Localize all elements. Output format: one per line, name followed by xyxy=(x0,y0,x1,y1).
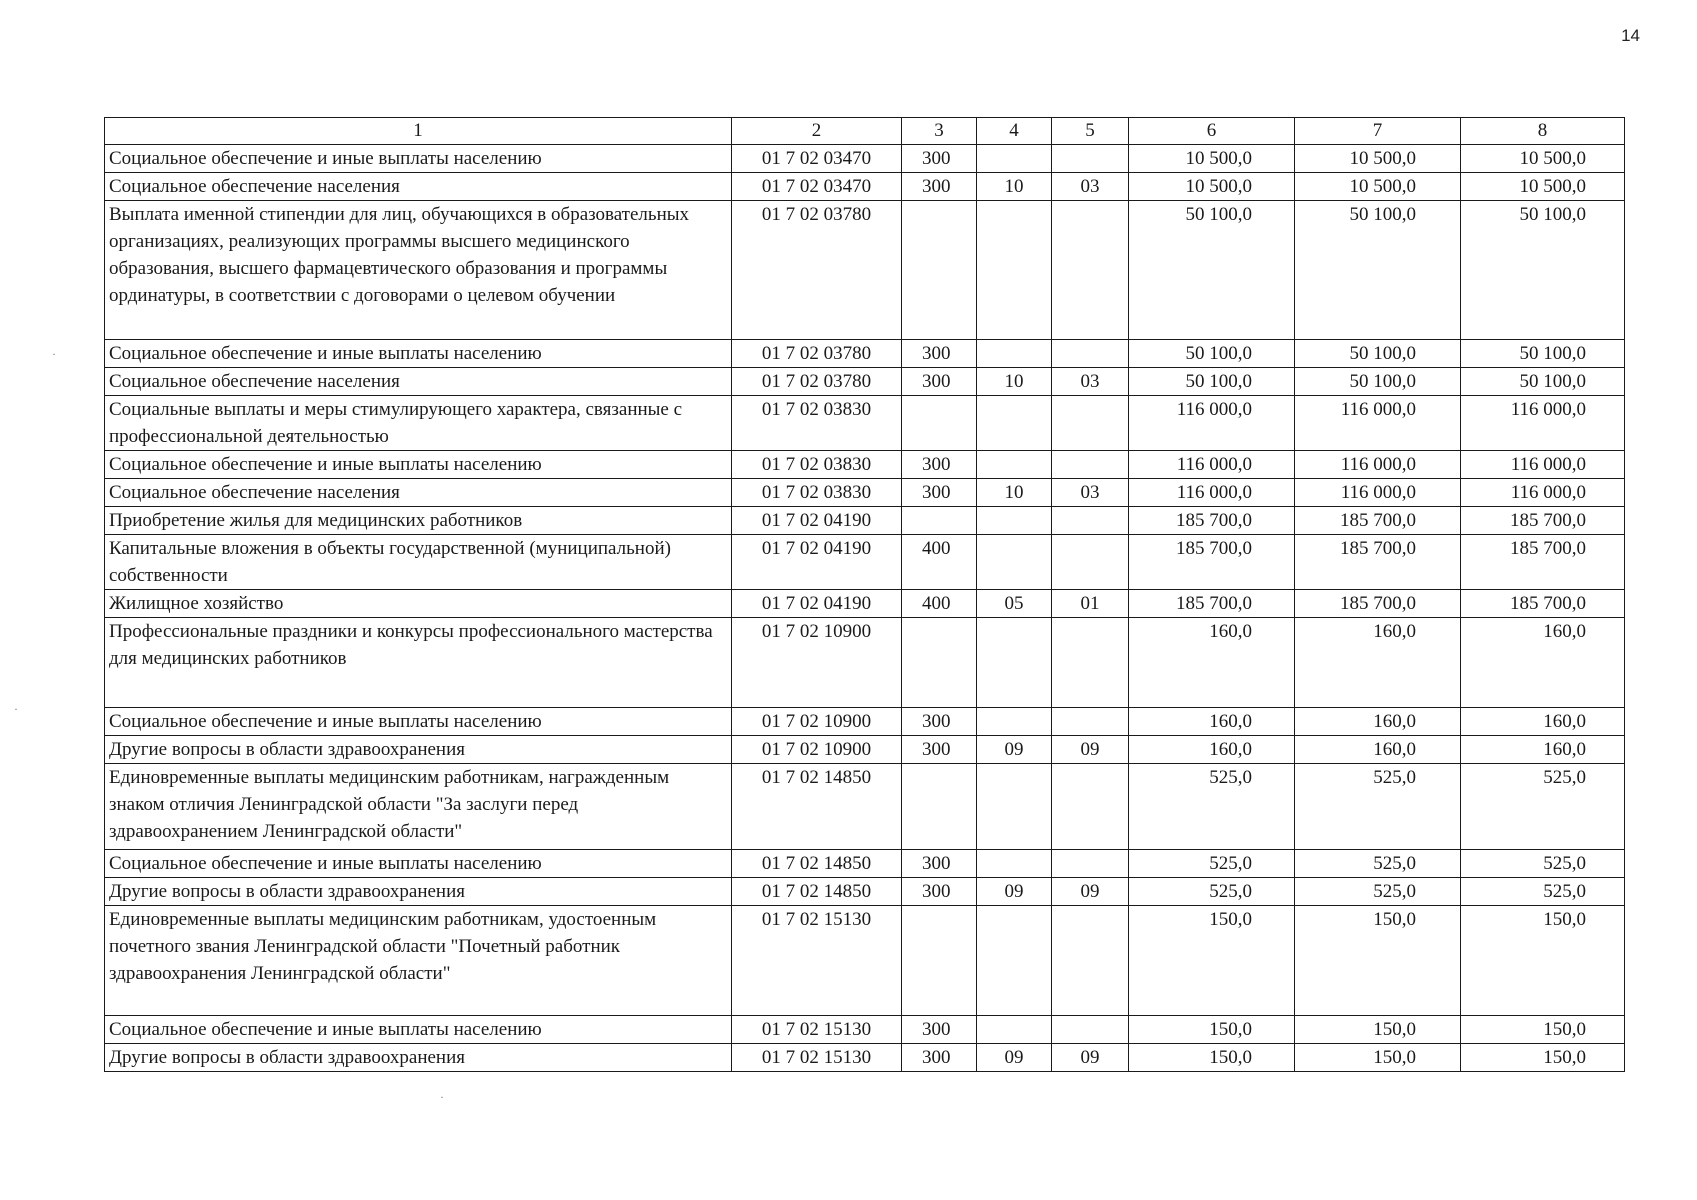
page-number: 14 xyxy=(1621,26,1640,45)
header-cell: 7 xyxy=(1295,118,1461,145)
row-code: 01 7 02 14850 xyxy=(732,850,902,878)
row-value-7: 116 000,0 xyxy=(1295,479,1461,507)
row-code: 01 7 02 03780 xyxy=(732,340,902,368)
row-code: 01 7 02 14850 xyxy=(732,878,902,906)
table-row xyxy=(105,618,1625,708)
row-name: Социальное обеспечение и иные выплаты населению xyxy=(105,451,732,479)
row-name: Жилищное хозяйство xyxy=(105,590,732,618)
row-section xyxy=(977,764,1052,850)
row-section xyxy=(977,618,1052,708)
row-value-7: 116 000,0 xyxy=(1295,451,1461,479)
header-cell: 2 xyxy=(732,118,902,145)
row-section xyxy=(977,850,1052,878)
header-cell: 1 xyxy=(105,118,732,145)
row-code: 01 7 02 10900 xyxy=(732,618,902,708)
row-value-7: 150,0 xyxy=(1295,906,1461,1016)
row-value-6: 525,0 xyxy=(1129,764,1295,850)
row-value-8: 10 500,0 xyxy=(1461,173,1625,201)
row-expense-type xyxy=(902,764,977,850)
header-cell: 4 xyxy=(977,118,1052,145)
table-row xyxy=(105,507,1625,535)
row-expense-type: 300 xyxy=(902,1016,977,1044)
row-code: 01 7 02 15130 xyxy=(732,906,902,1016)
row-name: Единовременные выплаты медицинским работникам, награжденным знаком отличия Ленинградской области "За заслуги перед здравоохранением Ленинградской области" xyxy=(105,764,732,850)
row-value-7: 185 700,0 xyxy=(1295,507,1461,535)
row-value-8: 50 100,0 xyxy=(1461,201,1625,340)
row-code: 01 7 02 03470 xyxy=(732,145,902,173)
row-section: 10 xyxy=(977,368,1052,396)
row-name: Социальное обеспечение и иные выплаты населению xyxy=(105,708,732,736)
row-section xyxy=(977,451,1052,479)
row-expense-type xyxy=(902,618,977,708)
row-subsection xyxy=(1052,201,1129,340)
scan-speck: · xyxy=(440,1090,444,1104)
row-subsection xyxy=(1052,507,1129,535)
row-value-8: 150,0 xyxy=(1461,906,1625,1016)
row-value-7: 150,0 xyxy=(1295,1044,1461,1072)
row-name: Другие вопросы в области здравоохранения xyxy=(105,1044,732,1072)
row-subsection: 01 xyxy=(1052,590,1129,618)
row-expense-type: 300 xyxy=(902,708,977,736)
table-row xyxy=(105,850,1625,878)
row-name: Социальные выплаты и меры стимулирующего характера, связанные с профессиональной деятельностью xyxy=(105,396,732,451)
row-name: Социальное обеспечение и иные выплаты населению xyxy=(105,1016,732,1044)
row-value-7: 10 500,0 xyxy=(1295,145,1461,173)
row-expense-type xyxy=(902,507,977,535)
row-value-7: 525,0 xyxy=(1295,850,1461,878)
table-row xyxy=(105,1016,1625,1044)
row-expense-type: 300 xyxy=(902,878,977,906)
row-value-6: 50 100,0 xyxy=(1129,368,1295,396)
row-name: Социальное обеспечение населения xyxy=(105,368,732,396)
row-expense-type: 400 xyxy=(902,535,977,590)
row-subsection: 03 xyxy=(1052,368,1129,396)
row-value-6: 150,0 xyxy=(1129,1016,1295,1044)
row-value-7: 50 100,0 xyxy=(1295,368,1461,396)
row-expense-type: 300 xyxy=(902,479,977,507)
row-value-6: 10 500,0 xyxy=(1129,145,1295,173)
row-value-7: 525,0 xyxy=(1295,764,1461,850)
row-name: Социальное обеспечение населения xyxy=(105,173,732,201)
header-cell: 5 xyxy=(1052,118,1129,145)
row-expense-type: 300 xyxy=(902,145,977,173)
table-row xyxy=(105,451,1625,479)
table-row xyxy=(105,1044,1625,1072)
row-section xyxy=(977,145,1052,173)
row-section xyxy=(977,1016,1052,1044)
row-subsection: 09 xyxy=(1052,1044,1129,1072)
row-subsection xyxy=(1052,618,1129,708)
row-code: 01 7 02 10900 xyxy=(732,708,902,736)
row-value-6: 185 700,0 xyxy=(1129,590,1295,618)
scan-speck: · xyxy=(14,702,18,716)
row-subsection xyxy=(1052,451,1129,479)
table-row xyxy=(105,396,1625,451)
row-section: 09 xyxy=(977,878,1052,906)
row-value-6: 525,0 xyxy=(1129,850,1295,878)
table-row xyxy=(105,736,1625,764)
row-section xyxy=(977,906,1052,1016)
row-value-8: 525,0 xyxy=(1461,850,1625,878)
row-code: 01 7 02 14850 xyxy=(732,764,902,850)
budget-table xyxy=(104,117,1625,1072)
row-value-6: 150,0 xyxy=(1129,1044,1295,1072)
header-cell: 6 xyxy=(1129,118,1295,145)
row-value-7: 160,0 xyxy=(1295,618,1461,708)
row-value-7: 160,0 xyxy=(1295,708,1461,736)
row-value-8: 150,0 xyxy=(1461,1044,1625,1072)
row-section xyxy=(977,340,1052,368)
row-section: 10 xyxy=(977,173,1052,201)
table-row xyxy=(105,173,1625,201)
row-code: 01 7 02 15130 xyxy=(732,1016,902,1044)
row-value-6: 10 500,0 xyxy=(1129,173,1295,201)
row-name: Другие вопросы в области здравоохранения xyxy=(105,878,732,906)
row-value-7: 10 500,0 xyxy=(1295,173,1461,201)
header-cell: 3 xyxy=(902,118,977,145)
row-value-8: 116 000,0 xyxy=(1461,479,1625,507)
row-value-7: 525,0 xyxy=(1295,878,1461,906)
table-row xyxy=(105,340,1625,368)
row-section xyxy=(977,507,1052,535)
table-row xyxy=(105,764,1625,850)
row-section: 05 xyxy=(977,590,1052,618)
row-section xyxy=(977,535,1052,590)
row-value-7: 150,0 xyxy=(1295,1016,1461,1044)
row-value-7: 50 100,0 xyxy=(1295,340,1461,368)
row-code: 01 7 02 03470 xyxy=(732,173,902,201)
row-expense-type: 300 xyxy=(902,1044,977,1072)
row-value-8: 185 700,0 xyxy=(1461,590,1625,618)
row-subsection xyxy=(1052,850,1129,878)
row-subsection xyxy=(1052,708,1129,736)
row-subsection xyxy=(1052,906,1129,1016)
row-code: 01 7 02 04190 xyxy=(732,590,902,618)
row-value-8: 150,0 xyxy=(1461,1016,1625,1044)
table-row xyxy=(105,590,1625,618)
row-value-6: 50 100,0 xyxy=(1129,340,1295,368)
row-value-7: 185 700,0 xyxy=(1295,590,1461,618)
row-value-8: 116 000,0 xyxy=(1461,451,1625,479)
row-name: Капитальные вложения в объекты государственной (муниципальной) собственности xyxy=(105,535,732,590)
row-value-8: 185 700,0 xyxy=(1461,507,1625,535)
row-section: 09 xyxy=(977,736,1052,764)
row-expense-type: 300 xyxy=(902,340,977,368)
row-value-6: 160,0 xyxy=(1129,708,1295,736)
table-row xyxy=(105,368,1625,396)
row-subsection: 09 xyxy=(1052,878,1129,906)
row-name: Профессиональные праздники и конкурсы профессионального мастерства для медицинских работников xyxy=(105,618,732,708)
row-subsection xyxy=(1052,340,1129,368)
row-expense-type: 300 xyxy=(902,736,977,764)
row-code: 01 7 02 10900 xyxy=(732,736,902,764)
row-code: 01 7 02 03830 xyxy=(732,479,902,507)
scan-speck: · xyxy=(52,347,56,361)
row-subsection xyxy=(1052,145,1129,173)
table-row xyxy=(105,479,1625,507)
row-value-8: 525,0 xyxy=(1461,878,1625,906)
table-row xyxy=(105,708,1625,736)
row-value-8: 50 100,0 xyxy=(1461,368,1625,396)
table-row xyxy=(105,145,1625,173)
row-expense-type xyxy=(902,906,977,1016)
row-name: Приобретение жилья для медицинских работников xyxy=(105,507,732,535)
row-value-8: 116 000,0 xyxy=(1461,396,1625,451)
row-code: 01 7 02 03780 xyxy=(732,201,902,340)
row-value-6: 160,0 xyxy=(1129,736,1295,764)
row-value-7: 116 000,0 xyxy=(1295,396,1461,451)
row-value-8: 10 500,0 xyxy=(1461,145,1625,173)
row-value-6: 185 700,0 xyxy=(1129,535,1295,590)
row-name: Социальное обеспечение и иные выплаты населению xyxy=(105,850,732,878)
table-row xyxy=(105,878,1625,906)
row-subsection xyxy=(1052,396,1129,451)
row-value-6: 150,0 xyxy=(1129,906,1295,1016)
row-section xyxy=(977,201,1052,340)
row-value-8: 185 700,0 xyxy=(1461,535,1625,590)
row-expense-type: 300 xyxy=(902,368,977,396)
table-row xyxy=(105,906,1625,1016)
row-code: 01 7 02 15130 xyxy=(732,1044,902,1072)
row-name: Социальное обеспечение и иные выплаты населению xyxy=(105,145,732,173)
row-value-6: 116 000,0 xyxy=(1129,479,1295,507)
row-code: 01 7 02 03830 xyxy=(732,396,902,451)
row-section: 09 xyxy=(977,1044,1052,1072)
row-name: Единовременные выплаты медицинским работникам, удостоенным почетного звания Ленинградской области "Почетный работник здравоохранения Ленинградской области" xyxy=(105,906,732,1016)
table-row xyxy=(105,535,1625,590)
row-subsection xyxy=(1052,1016,1129,1044)
row-section xyxy=(977,708,1052,736)
row-value-8: 160,0 xyxy=(1461,736,1625,764)
row-code: 01 7 02 03780 xyxy=(732,368,902,396)
row-expense-type xyxy=(902,396,977,451)
row-subsection xyxy=(1052,535,1129,590)
row-section xyxy=(977,396,1052,451)
row-code: 01 7 02 04190 xyxy=(732,507,902,535)
row-value-7: 50 100,0 xyxy=(1295,201,1461,340)
row-value-6: 525,0 xyxy=(1129,878,1295,906)
row-section: 10 xyxy=(977,479,1052,507)
row-value-8: 160,0 xyxy=(1461,618,1625,708)
row-name: Выплата именной стипендии для лиц, обучающихся в образовательных организациях, реализующих программы высшего медицинского образования, высшего фармацевтического образования и программы ординатуры, в соответствии с договорами о целевом обучении xyxy=(105,201,732,340)
row-value-7: 185 700,0 xyxy=(1295,535,1461,590)
row-value-6: 116 000,0 xyxy=(1129,396,1295,451)
row-value-8: 50 100,0 xyxy=(1461,340,1625,368)
row-value-6: 160,0 xyxy=(1129,618,1295,708)
row-value-6: 116 000,0 xyxy=(1129,451,1295,479)
row-subsection: 03 xyxy=(1052,173,1129,201)
row-value-8: 160,0 xyxy=(1461,708,1625,736)
table-row xyxy=(105,201,1625,340)
header-cell: 8 xyxy=(1461,118,1625,145)
row-subsection: 09 xyxy=(1052,736,1129,764)
row-name: Другие вопросы в области здравоохранения xyxy=(105,736,732,764)
row-expense-type: 300 xyxy=(902,850,977,878)
row-code: 01 7 02 04190 xyxy=(732,535,902,590)
row-value-6: 185 700,0 xyxy=(1129,507,1295,535)
row-expense-type: 300 xyxy=(902,173,977,201)
row-expense-type: 400 xyxy=(902,590,977,618)
row-name: Социальное обеспечение и иные выплаты населению xyxy=(105,340,732,368)
table-header-row xyxy=(105,118,1625,145)
row-value-7: 160,0 xyxy=(1295,736,1461,764)
row-code: 01 7 02 03830 xyxy=(732,451,902,479)
row-value-8: 525,0 xyxy=(1461,764,1625,850)
row-expense-type xyxy=(902,201,977,340)
row-subsection: 03 xyxy=(1052,479,1129,507)
row-value-6: 50 100,0 xyxy=(1129,201,1295,340)
row-subsection xyxy=(1052,764,1129,850)
row-expense-type: 300 xyxy=(902,451,977,479)
row-name: Социальное обеспечение населения xyxy=(105,479,732,507)
